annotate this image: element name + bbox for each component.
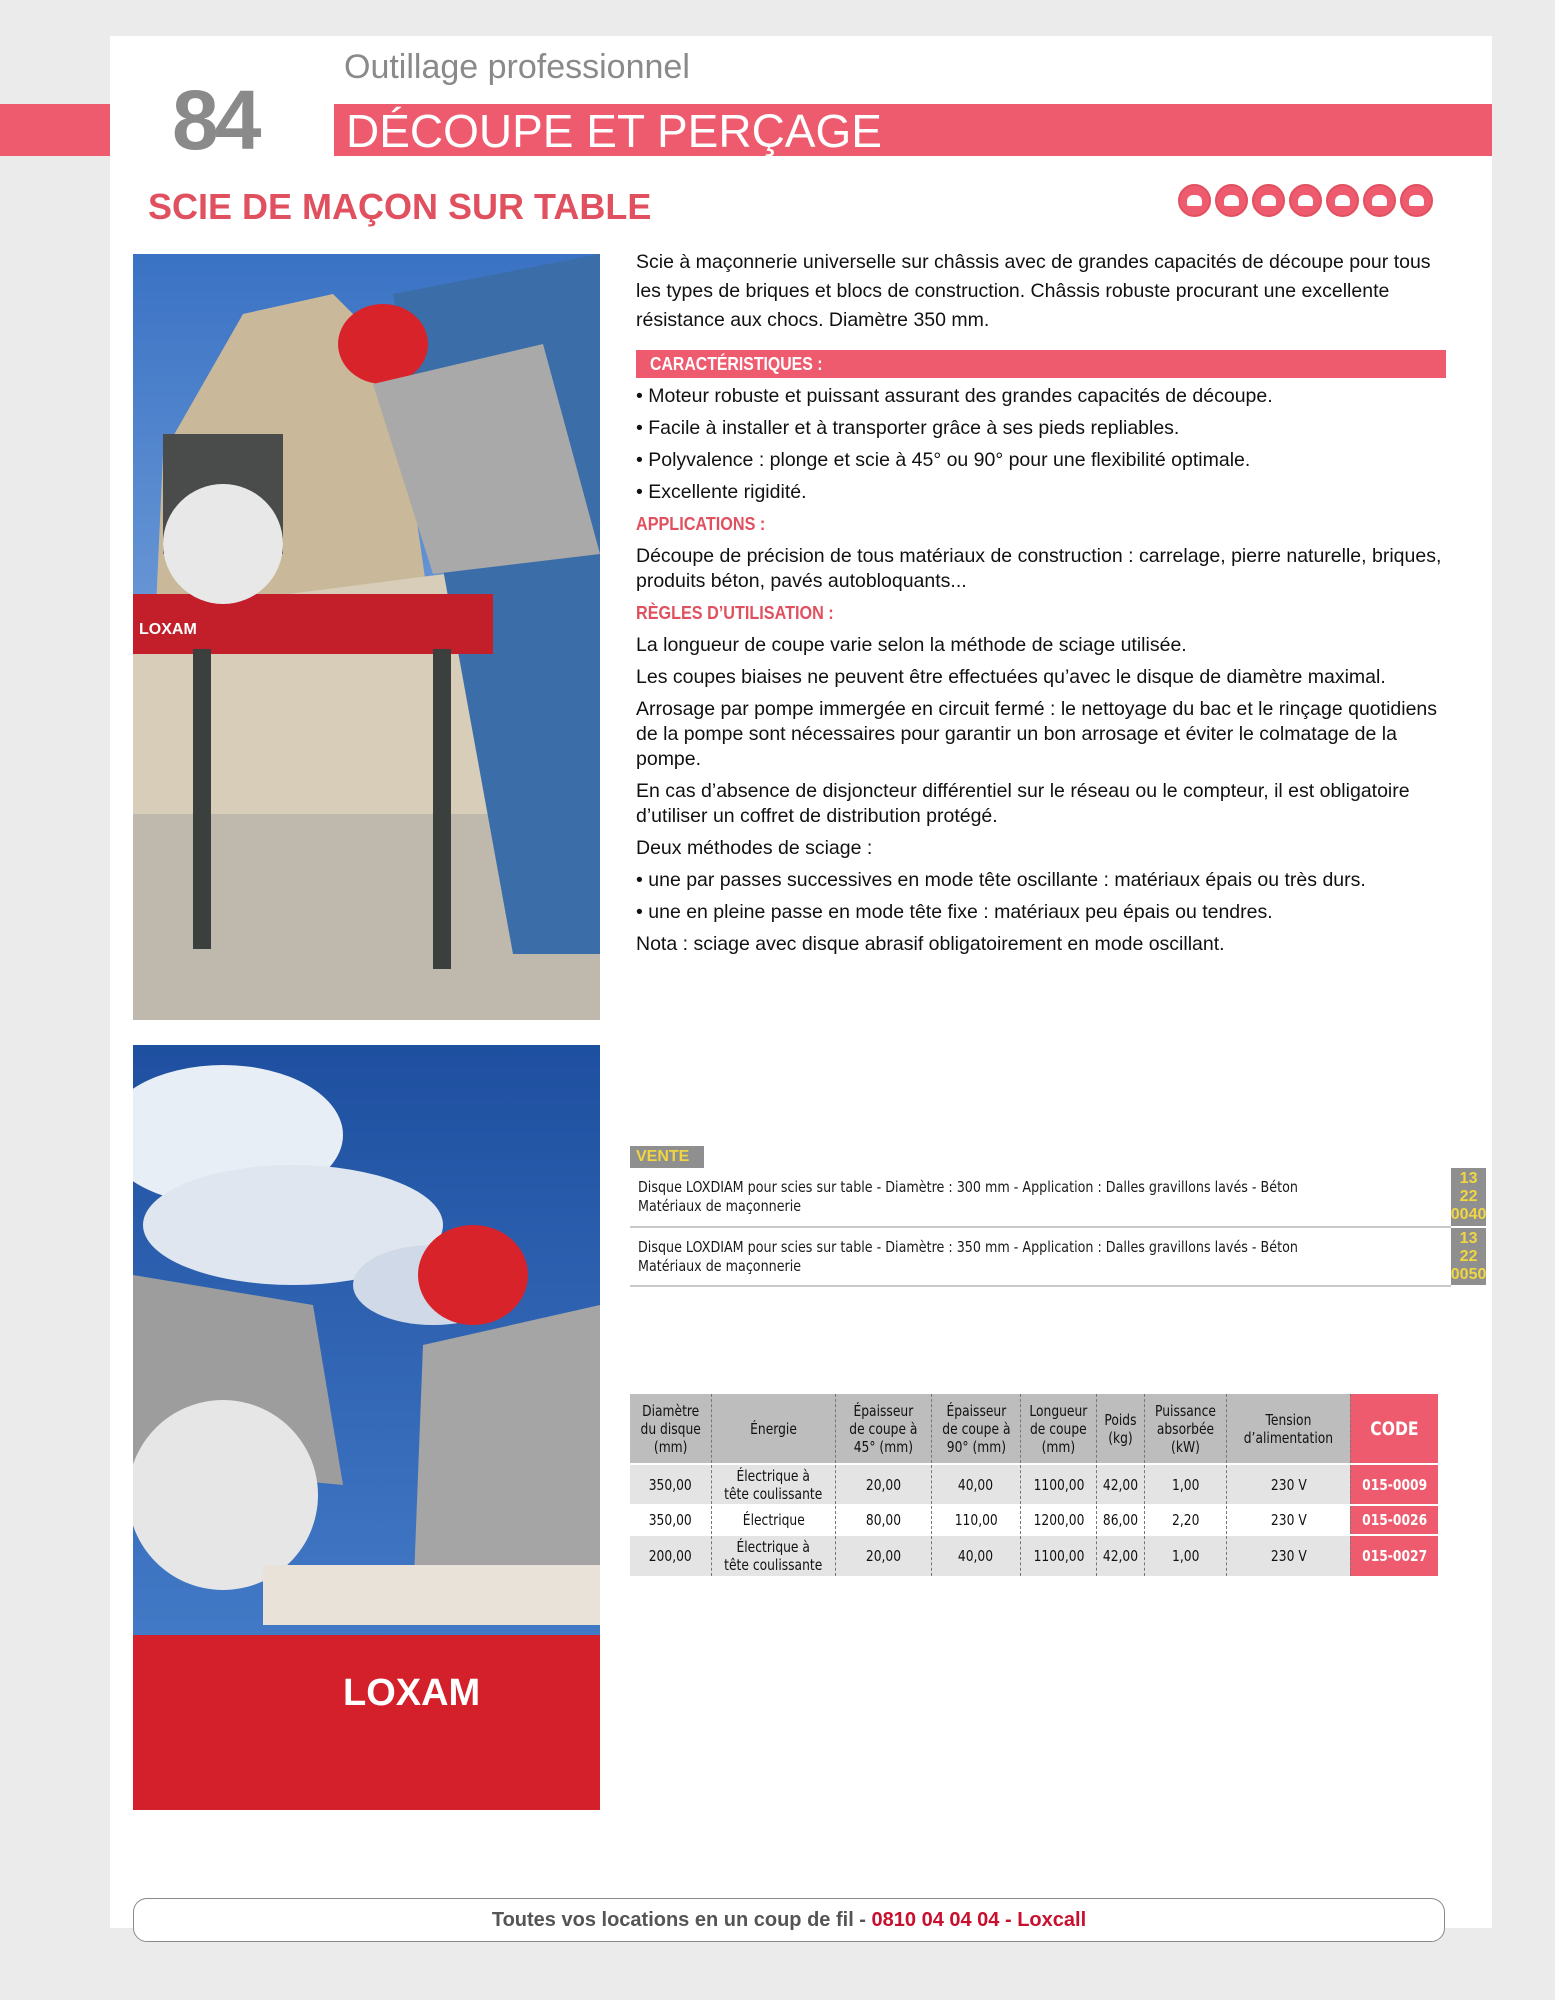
vente-code: 13 22 0040 [1451, 1168, 1487, 1227]
safety-icons [1178, 184, 1433, 217]
section-title-band [334, 104, 1492, 156]
category-label: Outillage professionnel [344, 48, 690, 86]
method-item: • une par passes successives en mode tête oscillante : matériaux épais ou très durs. [636, 868, 1451, 893]
cell: 1100,00 [1021, 1464, 1097, 1505]
product-intro: Scie à maçonnerie universelle sur châssis avec de grandes capacités de découpe pour tous les types de briques et blocs de construction. Châssis robuste procurant une excellente résistance aux chocs. Diamètre 350 mm. [636, 251, 1431, 331]
cell: 1200,00 [1021, 1505, 1097, 1535]
vente-label: VENTE [630, 1146, 704, 1168]
cell: 1,00 [1145, 1535, 1227, 1576]
note-text: Nota : sciage avec disque abrasif obligatoirement en mode oscillant. [636, 933, 1225, 955]
col-header: Poids (kg) [1097, 1394, 1145, 1464]
product-photo-1 [133, 254, 600, 1020]
rule-item: Les coupes biaises ne peuvent être effectuées qu’avec le disque de diamètre maximal. [636, 666, 1386, 688]
rule-item: Arrosage par pompe immergée en circuit fermé : le nettoyage du bac et le rinçage quotidiens de la pompe sont nécessaires pour garantir un bon arrosage et éviter le colmatage de la pompe. [636, 698, 1438, 770]
vente-desc-line1: Disque LOXDIAM pour scies sur table - Diamètre : 350 mm - Application : Dalles gravillons lavés - Béton [638, 1237, 1298, 1256]
col-header-code: CODE [1350, 1394, 1438, 1464]
left-accent-band [0, 104, 110, 156]
table-row [630, 1535, 1438, 1576]
cell: 230 V [1226, 1464, 1350, 1505]
footer-text: Toutes vos locations en un coup de fil - [491, 1909, 872, 1931]
footer-brand: Loxcall [1017, 1909, 1087, 1931]
table-header-row [630, 1394, 1438, 1464]
table-row [630, 1464, 1438, 1505]
cell: 42,00 [1097, 1464, 1145, 1505]
photo2-brand: LOXAM [343, 1672, 481, 1714]
rules-title: RÈGLES D’UTILISATION : [636, 603, 834, 623]
method-item: • une en pleine passe en mode tête fixe : matériaux peu épais ou tendres. [636, 900, 1451, 925]
table-row [630, 1168, 1486, 1227]
col-header: Diamètre du disque (mm) [630, 1394, 712, 1464]
cell: 2,20 [1145, 1505, 1227, 1535]
cell: Électrique [712, 1505, 835, 1535]
cell: 200,00 [630, 1535, 712, 1576]
cell: 1100,00 [1021, 1535, 1097, 1576]
footer-separator: - [999, 1909, 1018, 1931]
col-header: Épaisseur de coupe à 45° (mm) [835, 1394, 931, 1464]
cell: 42,00 [1097, 1535, 1145, 1576]
rule-item: En cas d’absence de disjoncteur différentiel sur le réseau ou le compteur, il est obligatoire d’utiliser un coffret de distribution protégé. [636, 780, 1410, 827]
helmet-icon [1252, 184, 1285, 217]
applications-text: Découpe de précision de tous matériaux de construction : carrelage, pierre naturelle, briques, produits béton, pavés autobloquants... [636, 545, 1442, 592]
cell: 20,00 [835, 1535, 931, 1576]
vente-code: 13 22 0050 [1451, 1227, 1487, 1286]
cell: 86,00 [1097, 1505, 1145, 1535]
boots-icon [1326, 184, 1359, 217]
col-header: Tension d’alimentation [1226, 1394, 1350, 1464]
feature-item: • Polyvalence : plonge et scie à 45° ou 90° pour une flexibilité optimale. [636, 448, 1451, 473]
cell: 350,00 [630, 1464, 712, 1505]
coverall-icon [1400, 184, 1433, 217]
table-row [630, 1227, 1486, 1286]
applications-title: APPLICATIONS : [636, 514, 766, 534]
code-cell: 015-0027 [1350, 1535, 1438, 1576]
col-header: Épaisseur de coupe à 90° (mm) [931, 1394, 1021, 1464]
cell: 20,00 [835, 1464, 931, 1505]
cell: Électrique à tête coulissante [712, 1464, 835, 1505]
cell: 1,00 [1145, 1464, 1227, 1505]
goggles-icon [1363, 184, 1396, 217]
vente-description [630, 1227, 1451, 1286]
col-header: Énergie [712, 1394, 835, 1464]
footer-phone: 0810 04 04 04 [871, 1909, 1000, 1931]
cell: Électrique à tête coulissante [712, 1535, 835, 1576]
feature-item: • Facile à installer et à transporter grâce à ses pieds repliables. [636, 416, 1451, 441]
cell: 350,00 [630, 1505, 712, 1535]
col-header: Longueur de coupe (mm) [1021, 1394, 1097, 1464]
cell: 40,00 [931, 1464, 1021, 1505]
cell: 80,00 [835, 1505, 931, 1535]
rule-item: Deux méthodes de sciage : [636, 837, 873, 859]
page-number: 84 [172, 73, 258, 167]
footer-banner [133, 1898, 1445, 1942]
vente-table [630, 1168, 1486, 1287]
vente-description [630, 1168, 1451, 1227]
rule-item: La longueur de coupe varie selon la méthode de sciage utilisée. [636, 634, 1187, 656]
gloves-icon [1289, 184, 1322, 217]
cell: 230 V [1226, 1505, 1350, 1535]
vente-desc-line2: Matériaux de maçonnerie [638, 1256, 802, 1275]
product-title: SCIE DE MAÇON SUR TABLE [148, 186, 652, 227]
code-cell: 015-0026 [1350, 1505, 1438, 1535]
code-cell: 015-0009 [1350, 1464, 1438, 1505]
table-row [630, 1505, 1438, 1535]
cell: 110,00 [931, 1505, 1021, 1535]
vente-desc-line1: Disque LOXDIAM pour scies sur table - Diamètre : 300 mm - Application : Dalles gravillons lavés - Béton [638, 1178, 1298, 1196]
product-details [636, 384, 1451, 964]
cell: 230 V [1226, 1535, 1350, 1576]
section-title: DÉCOUPE ET PERÇAGE [346, 105, 882, 157]
features-title: CARACTÉRISTIQUES : [650, 354, 823, 374]
product-photo-2 [133, 1045, 600, 1810]
vente-desc-line2: Matériaux de maçonnerie [638, 1197, 802, 1215]
ear-protection-icon [1215, 184, 1248, 217]
cell: 40,00 [931, 1535, 1021, 1576]
col-header: Puissance absorbée (kW) [1145, 1394, 1227, 1464]
features-band [636, 350, 1446, 378]
feature-item: • Excellente rigidité. [636, 480, 1451, 505]
mask-icon [1178, 184, 1211, 217]
specs-table [630, 1394, 1438, 1576]
photo1-brand: LOXAM [139, 621, 197, 638]
feature-item: • Moteur robuste et puissant assurant des grandes capacités de découpe. [636, 384, 1451, 409]
